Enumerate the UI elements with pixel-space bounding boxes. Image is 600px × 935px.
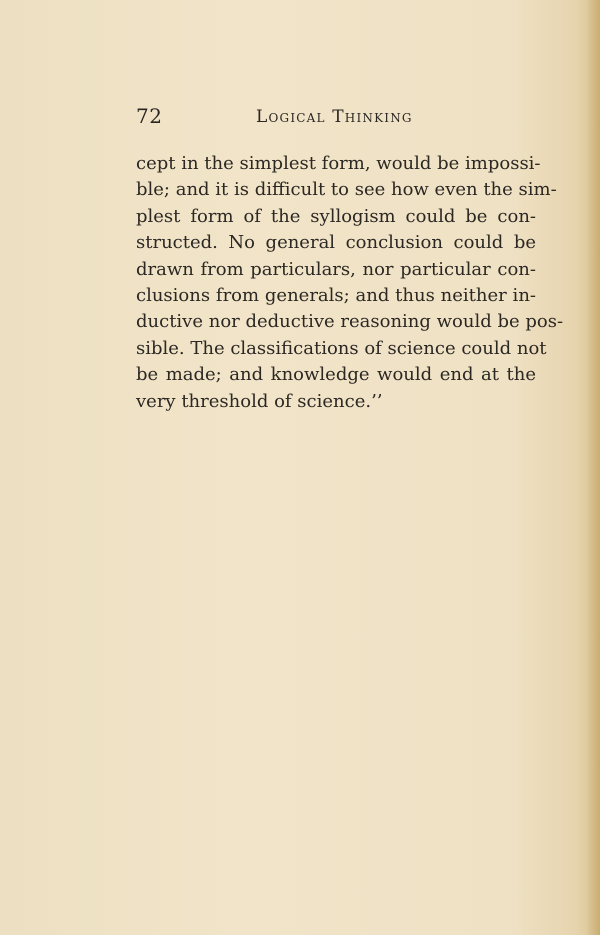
text-line: clusions from generals; and thus neither in- bbox=[136, 284, 536, 306]
text-line: structed. No general conclusion could be bbox=[136, 232, 536, 254]
text-line: plest form of the syllogism could be con- bbox=[136, 205, 536, 227]
running-title: Logical Thinking bbox=[256, 107, 413, 127]
text-line: ductive nor deductive reasoning would be pos- bbox=[136, 311, 564, 333]
text-line: very threshold of science.’’ bbox=[136, 390, 383, 412]
page-edge-shadow bbox=[586, 0, 600, 935]
text-line: cept in the simplest form, would be impossi- bbox=[136, 153, 541, 174]
body-paragraph bbox=[136, 151, 564, 415]
text-line: ble; and it is difficult to see how even the sim- bbox=[136, 179, 557, 201]
text-line: be made; and knowledge would end at the bbox=[136, 364, 536, 386]
page-header bbox=[136, 104, 536, 134]
text-line: sible. The classifications of science could not bbox=[136, 337, 547, 359]
page-number: 72 bbox=[136, 104, 163, 128]
text-line: drawn from particulars, nor particular con- bbox=[136, 258, 536, 280]
